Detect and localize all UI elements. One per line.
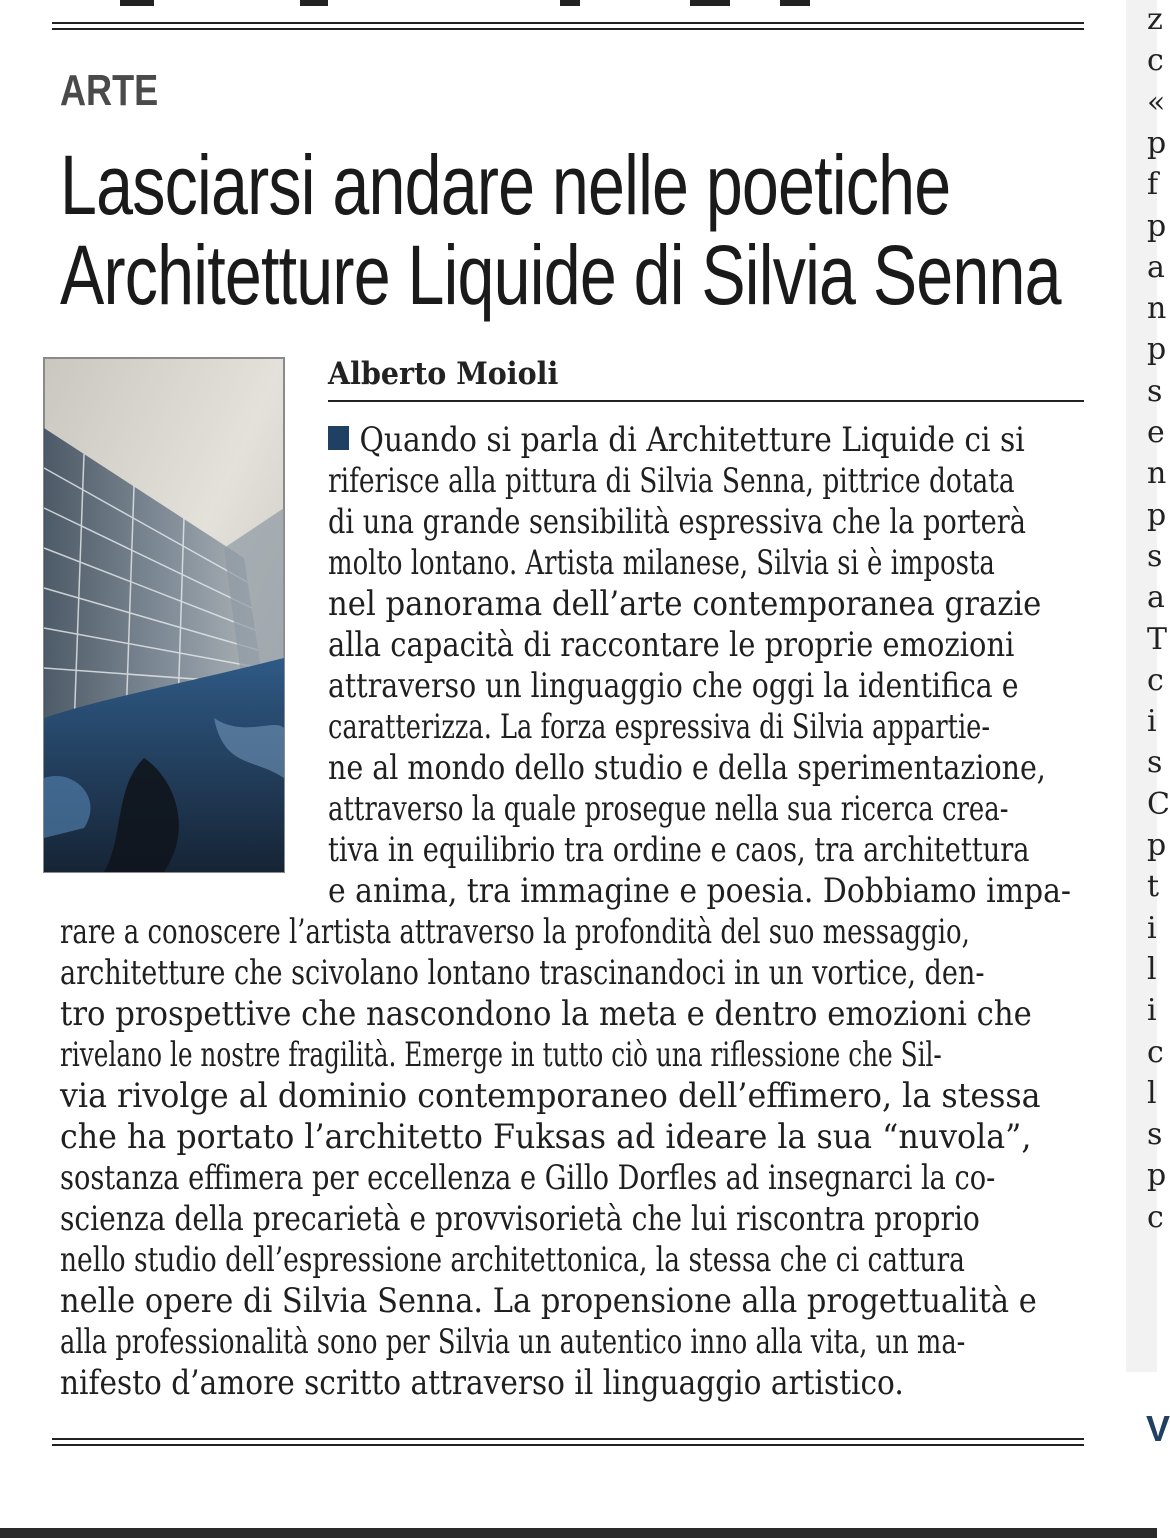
- body-line-9: ne al mondo dello studio e della sperimentazione,: [328, 748, 1046, 788]
- headline-line-1: Lasciarsi andare nelle poetiche: [60, 138, 951, 232]
- adjacent-column-letter: l: [1147, 1075, 1157, 1111]
- body-line-4: molto lontano. Artista milanese, Silvia si è imposta: [328, 543, 995, 583]
- adjacent-column-letter: c: [1147, 43, 1164, 79]
- adjacent-column-letter: a: [1147, 580, 1165, 616]
- adjacent-column-letter: n: [1147, 456, 1167, 492]
- body-line-14: architetture che scivolano lontano trascinandoci in un vortice, den-: [60, 953, 985, 993]
- body-line-13: rare a conoscere l’artista attraverso la profondità del suo messaggio,: [60, 912, 970, 952]
- body-line-17: via rivolge al dominio contemporaneo dell’effimero, la stessa: [60, 1076, 1041, 1116]
- adjacent-column-letter: f: [1147, 167, 1159, 203]
- adjacent-column-letter: z: [1147, 2, 1163, 37]
- adjacent-column-letter: s: [1147, 373, 1163, 409]
- adjacent-column-letter: «: [1147, 84, 1166, 120]
- author-rule: [328, 400, 1084, 402]
- adjacent-column-letter: i: [1147, 704, 1157, 740]
- adjacent-column-letter: C: [1147, 786, 1170, 822]
- body-line-3: di una grande sensibilità espressiva che la porterà: [328, 502, 1026, 542]
- adjacent-column-fragment: [1126, 0, 1170, 1372]
- top-double-rule: [52, 22, 1084, 30]
- adjacent-column-letter: l: [1147, 951, 1157, 987]
- adjacent-column-letter: c: [1147, 662, 1164, 698]
- adjacent-column-letter: s: [1147, 745, 1163, 781]
- section-label: ARTE: [60, 66, 159, 115]
- adjacent-column-letter: s: [1147, 1117, 1163, 1153]
- bottom-double-rule: [52, 1438, 1084, 1446]
- adjacent-column-letter: t: [1147, 869, 1160, 905]
- body-line-2: riferisce alla pittura di Silvia Senna, pittrice dotata: [328, 461, 1015, 501]
- body-line-23: alla professionalità sono per Silvia un autentico inno alla vita, un ma-: [60, 1322, 966, 1362]
- body-line-21: nello studio dell’espressione architettonica, la stessa che ci cattura: [60, 1240, 965, 1280]
- body-line-19: sostanza effimera per eccellenza e Gillo Dorfles ad insegnarci la co-: [60, 1158, 996, 1198]
- body-line-15: tro prospettive che nascondono la meta e dentro emozioni che: [60, 994, 1032, 1034]
- adjacent-column-letter: n: [1147, 291, 1167, 327]
- body-line-18: che ha portato l’architetto Fuksas ad ideare la sua “nuvola”,: [60, 1117, 1032, 1157]
- adjacent-column-letter: T: [1147, 621, 1168, 657]
- adjacent-column-letter: e: [1147, 415, 1165, 450]
- adjacent-column-letter: i: [1147, 993, 1157, 1029]
- body-line-5: nel panorama dell’arte contemporanea grazie: [328, 584, 1042, 624]
- adjacent-column-letter: s: [1147, 538, 1163, 574]
- body-line-20: scienza della precarietà e provvisorietà che lui riscontra proprio: [60, 1199, 980, 1239]
- adjacent-column-letter: i: [1147, 910, 1157, 946]
- adjacent-column-letter: c: [1147, 1034, 1164, 1070]
- adjacent-column-letter: a: [1147, 249, 1165, 285]
- body-line-10: attraverso la quale prosegue nella sua ricerca crea-: [328, 789, 1009, 829]
- headline: [60, 140, 1103, 320]
- lead-square-icon: [328, 426, 349, 450]
- body-line-8: caratterizza. La forza espressiva di Silvia appartie-: [328, 707, 990, 747]
- adjacent-column-letter: p: [1147, 332, 1167, 368]
- adjacent-column-letter: p: [1147, 828, 1167, 863]
- adjacent-column-letter: p: [1147, 1158, 1167, 1194]
- body-line-6: alla capacità di raccontare le proprie emozioni: [328, 625, 1015, 665]
- body-line-11: tiva in equilibrio tra ordine e caos, tra architettura: [328, 830, 1030, 870]
- headline-line-2: Architetture Liquide di Silvia Senna: [60, 228, 1061, 322]
- body-line-24: nifesto d’amore scritto attraverso il linguaggio artistico.: [60, 1363, 904, 1403]
- previous-article-bleed: [0, 0, 1120, 6]
- body-line-12: e anima, tra immagine e poesia. Dobbiamo impa-: [328, 871, 1071, 911]
- adjacent-column-letter: p: [1147, 208, 1167, 244]
- adjacent-column-letter: p: [1147, 125, 1167, 161]
- body-line-1: Quando si parla di Architetture Liquide ci si: [328, 420, 1025, 461]
- adjacent-column-bottom-letter: V: [1146, 1408, 1170, 1449]
- painting-image: [44, 358, 284, 872]
- author-byline: Alberto Moioli: [328, 356, 559, 392]
- body-line-16: rivelano le nostre fragilità. Emerge in tutto ciò una riflessione che Sil-: [60, 1035, 942, 1075]
- body-line-7: attraverso un linguaggio che oggi la identifica e: [328, 666, 1019, 706]
- page-bottom-band: [0, 1528, 1157, 1538]
- adjacent-column-letter: c: [1147, 1199, 1164, 1235]
- body-line-22: nelle opere di Silvia Senna. La propensione alla progettualità e: [60, 1281, 1037, 1321]
- adjacent-column-letter: p: [1147, 497, 1167, 533]
